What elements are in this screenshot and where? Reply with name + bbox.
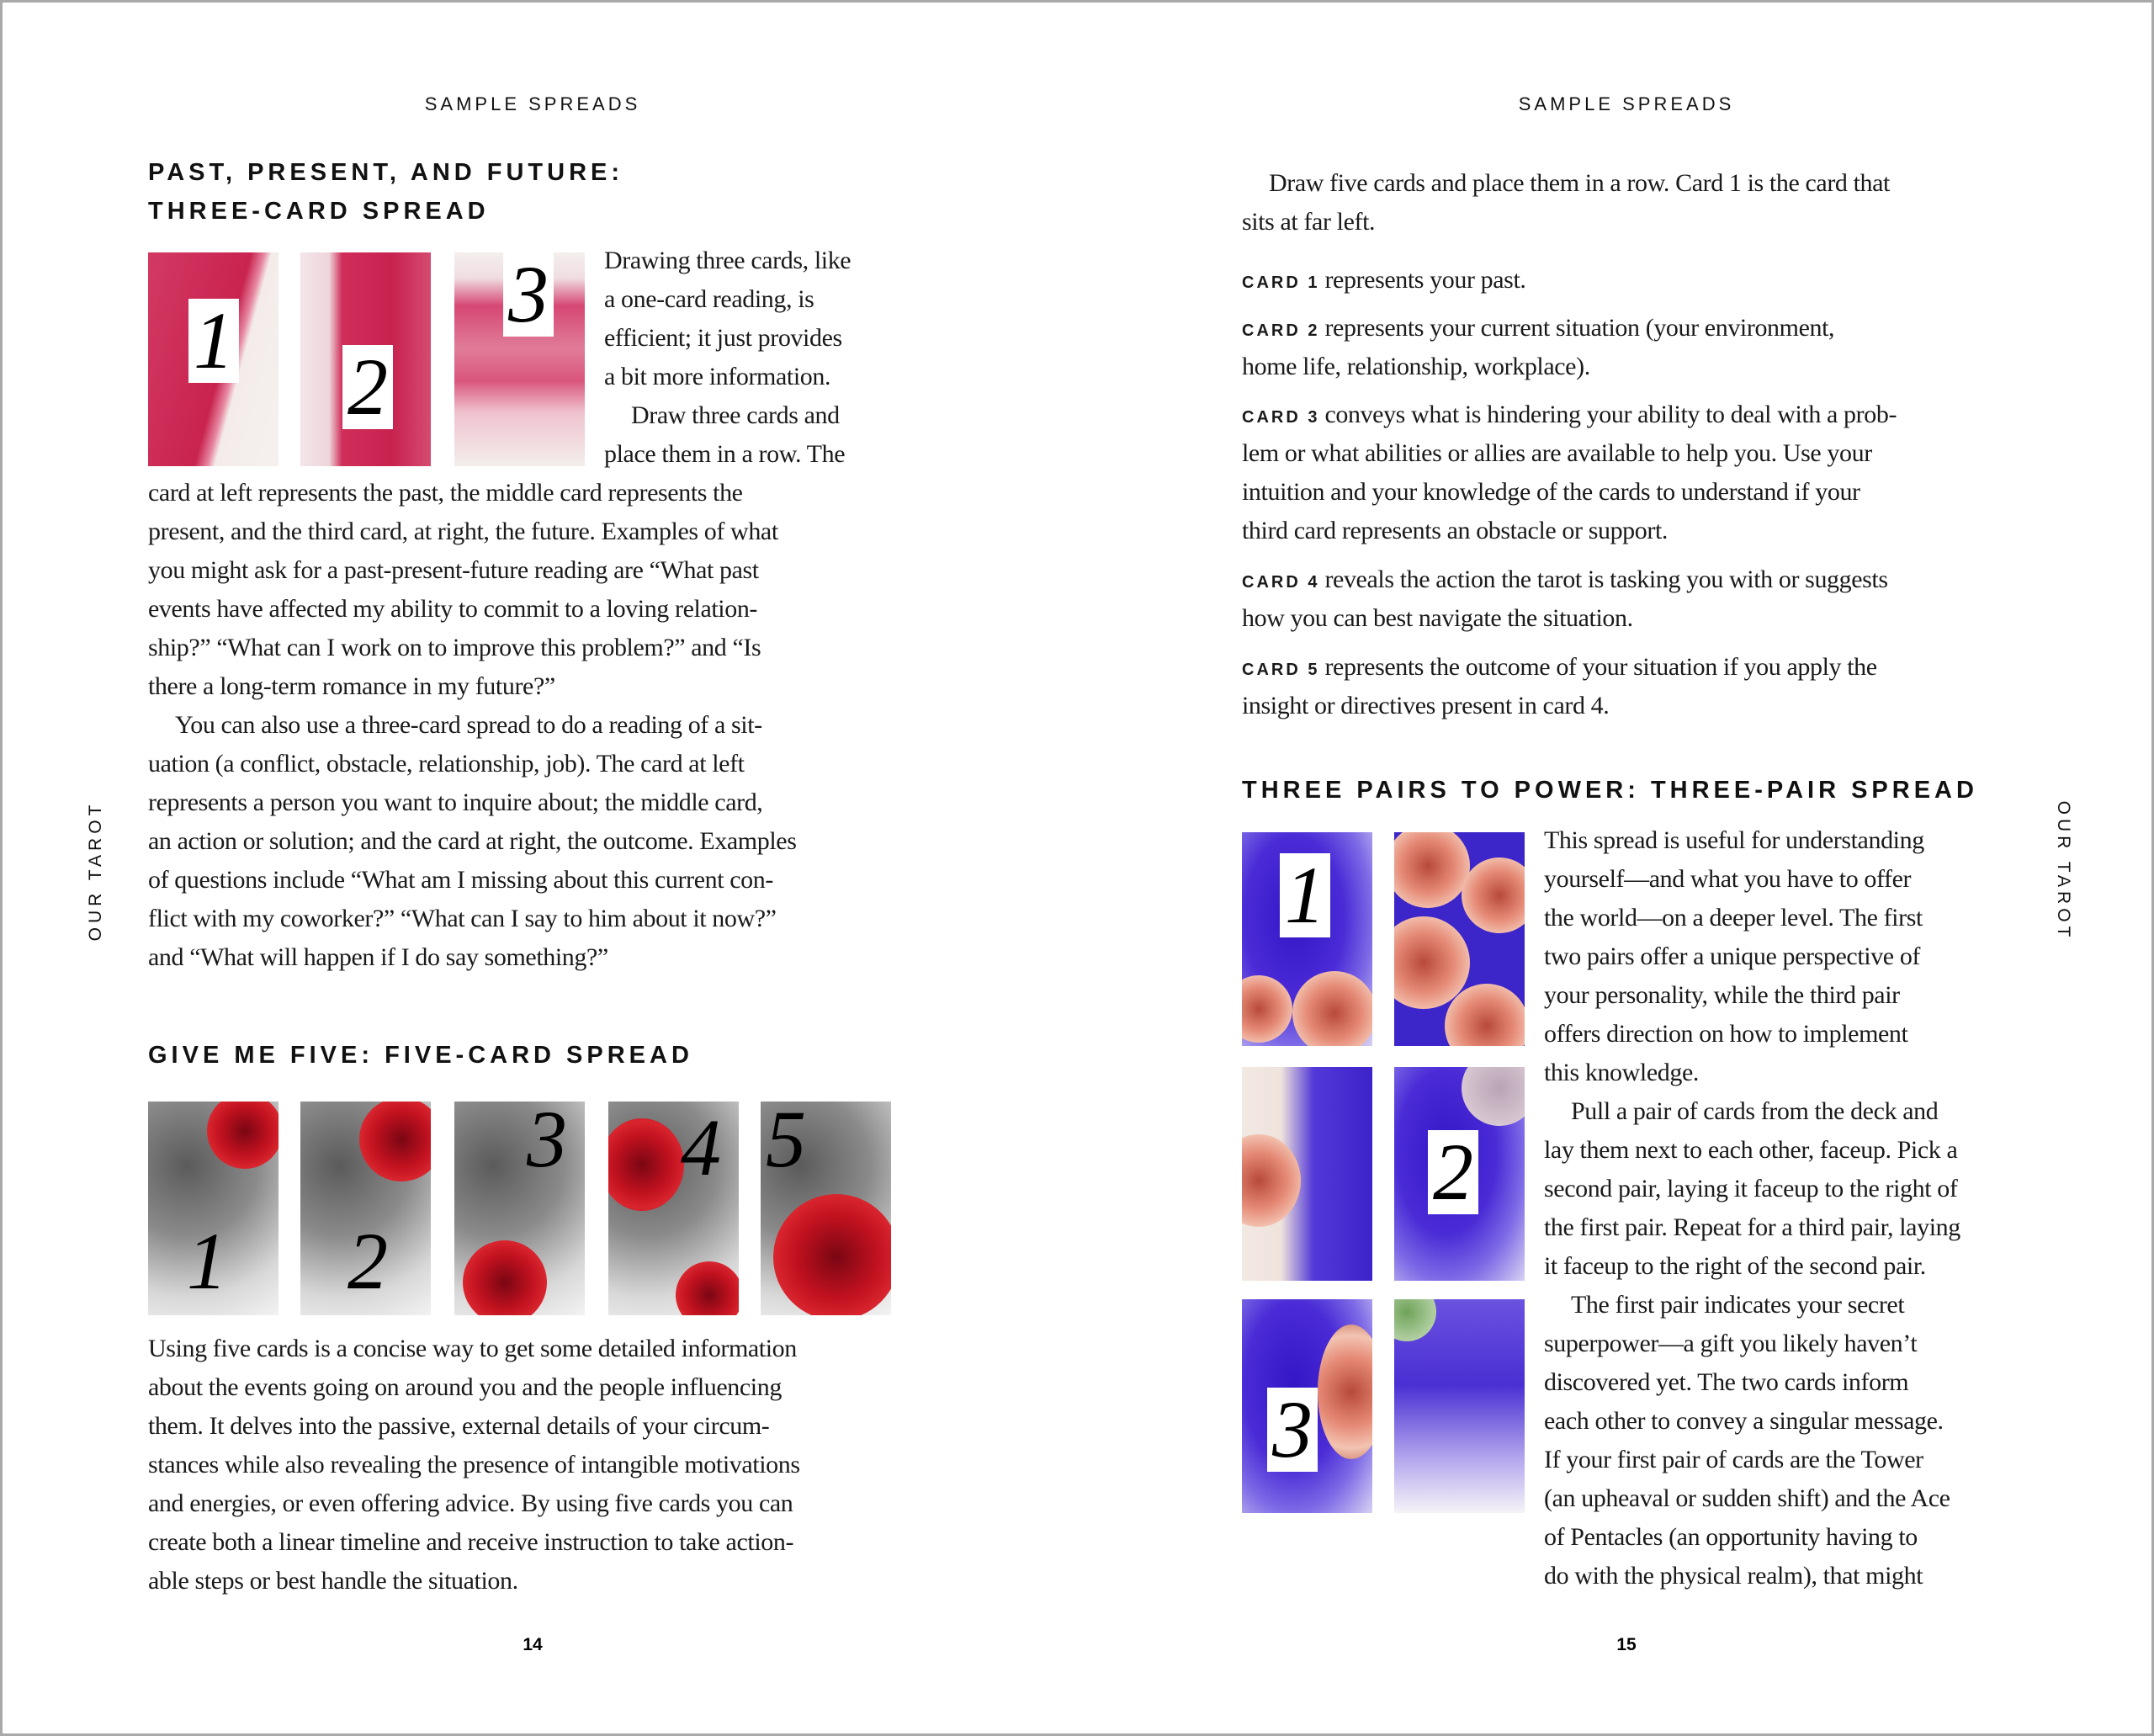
rose-graphic [676,1261,739,1315]
text-line: represents your past. [1324,266,1526,294]
text-line: The first pair indicates your secret [1571,1291,1905,1319]
text-line: two pairs offer a unique perspective of [1544,942,1921,970]
text-line: conveys what is hindering your ability to deal with a prob- [1324,401,1897,428]
text-line: place them in a row. The [604,440,846,468]
rose-graphic [1462,857,1525,933]
rose-graphic [359,1102,431,1181]
text-line: the world—on a deeper level. The first [1544,904,1923,932]
card-label: CARD 2 [1242,321,1320,340]
side-label-right: OUR TAROT [2054,800,2073,942]
tarot-card-image [1242,832,1372,1046]
text-line: second pair, laying it faceup to the right of [1544,1175,1958,1202]
tarot-card-image [1394,832,1525,1046]
text-line: superpower—a gift you likely haven’t [1544,1330,1918,1357]
rose-graphic [207,1102,279,1169]
card-item-1 [1242,261,1525,300]
card-number: 2 [348,1216,388,1306]
tarot-card-image [300,1102,431,1315]
card-number: 3 [503,252,554,337]
body-text-three-pair [1544,821,1960,1595]
card-item-2 [1242,309,1834,386]
text-line: uation (a conflict, obstacle, relationship, job). The card at left [148,750,745,778]
section-heading-five-card: GIVE ME FIVE: FIVE-CARD SPREAD [148,1042,693,1069]
text-line: sits at far left. [1242,208,1376,236]
text-line: Drawing three cards, like [604,247,852,274]
body-text-five-card [148,1330,800,1601]
rose-graphic [1394,832,1470,908]
text-line: home life, relationship, workplace). [1242,353,1590,380]
text-line: Draw three cards and [631,401,840,429]
card-number: 1 [188,299,239,383]
text-line: represents the outcome of your situation if you apply the [1324,653,1877,681]
text-line: offers direction on how to implement [1544,1020,1908,1048]
text-line: (an upheaval or sudden shift) and the Ace [1544,1484,1950,1512]
card-number: 4 [681,1102,721,1192]
card-number: 1 [1280,853,1330,937]
card-label: CARD 1 [1242,273,1320,292]
rose-graphic [1292,971,1372,1046]
page-number-left: 14 [523,1635,543,1654]
rose-graphic [1242,975,1292,1043]
section-heading-three-card [148,153,623,231]
text-line: If your first pair of cards are the Tower [1544,1446,1923,1473]
text-line: flict with my coworker?” “What can I say to him about it now?” [148,905,777,932]
text-line: a one-card reading, is [604,285,814,313]
text-line: Draw five cards and place them in a row. Card 1 is the card that [1269,169,1890,197]
tarot-card-image [1394,1299,1525,1513]
text-line: reveals the action the tarot is tasking you with or suggests [1324,565,1888,593]
text-line: your personality, while the third pair [1544,981,1900,1009]
running-head-right: SAMPLE SPREADS [1518,93,1735,114]
text-line: able steps or best handle the situation. [148,1567,518,1595]
text-line: each other to convey a singular message. [1544,1407,1944,1435]
card-number: 1 [187,1216,227,1306]
card-item-4 [1242,560,1888,638]
card-number: 5 [766,1102,806,1184]
text-line: events have affected my ability to commit to a loving relation- [148,595,758,623]
text-line: and “What will happen if I do say something?” [148,943,608,971]
rose-graphic [1318,1325,1372,1459]
body-text-beside-cards [604,242,851,474]
rose-graphic [773,1194,891,1315]
text-line: lem or what abilities or allies are available to help you. Use your [1242,439,1872,467]
text-line: insight or directives present in card 4. [1242,692,1610,719]
section-heading-three-pair: THREE PAIRS TO POWER: THREE-PAIR SPREAD [1242,777,1978,804]
text-line: You can also use a three-card spread to do a reading of a sit- [175,711,762,739]
text-line: an action or solution; and the card at right, the outcome. Examples [148,827,797,855]
card-label: CARD 5 [1242,661,1320,679]
text-line: present, and the third card, at right, the future. Examples of what [148,518,778,545]
text-line: intuition and your knowledge of the cards to understand if your [1242,478,1860,506]
rose-graphic [463,1240,547,1315]
text-line: of questions include “What am I missing about this current con- [148,866,773,894]
rose-graphic [1462,1067,1525,1126]
text-line: about the events going on around you and the people influencing [148,1373,782,1401]
tarot-card-image [300,252,431,466]
text-line: represents a person you want to inquire about; the middle card, [148,788,763,816]
tarot-card-image [1394,1067,1525,1281]
body-text-three-card [148,474,796,977]
card-label: CARD 4 [1242,573,1320,592]
tarot-card-image [454,252,585,466]
text-line: represents your current situation (your environment, [1324,314,1835,342]
text-line: third card represents an obstacle or support. [1242,517,1668,544]
tarot-card-image [608,1102,739,1315]
text-line: This spread is useful for understanding [1544,826,1924,854]
text-line: it faceup to the right of the second pair. [1544,1252,1926,1280]
heading-line: PAST, PRESENT, AND FUTURE: [148,159,624,186]
text-line: ship?” “What can I work on to improve this problem?” and “Is [148,634,761,661]
text-line: a bit more information. [604,363,831,390]
rose-graphic [1242,1134,1301,1227]
text-line: card at left represents the past, the middle card represents the [148,479,743,507]
card-number: 3 [1267,1388,1318,1472]
card-label: CARD 3 [1242,408,1320,427]
text-line: stances while also revealing the presence of intangible motivations [148,1451,800,1479]
tarot-card-image [1242,1067,1372,1281]
tarot-card-image [1242,1299,1372,1513]
card-item-5 [1242,648,1877,725]
card-number: 2 [342,345,393,429]
text-line: do with the physical realm), that might [1544,1562,1923,1590]
side-label-left: OUR TAROT [86,800,105,942]
leaf-graphic [1394,1299,1436,1341]
heading-line: THREE-CARD SPREAD [148,198,490,225]
text-line: there a long-term romance in my future?” [148,672,555,700]
text-line: efficient; it just provides [604,324,842,352]
text-line: them. It delves into the passive, external details of your circum- [148,1412,770,1440]
running-head-left: SAMPLE SPREADS [424,93,641,114]
intro-text [1242,164,1890,242]
card-number: 3 [527,1102,567,1184]
text-line: the first pair. Repeat for a third pair, laying [1544,1213,1960,1241]
tarot-card-image [148,252,279,466]
text-line: create both a linear timeline and receive instruction to take action- [148,1528,794,1556]
text-line: you might ask for a past-present-future reading are “What past [148,556,759,584]
card-item-3 [1242,396,1897,550]
text-line: of Pentacles (an opportunity having to [1544,1523,1918,1551]
page-number-right: 15 [1616,1635,1637,1654]
text-line: lay them next to each other, faceup. Pick a [1544,1136,1958,1164]
tarot-card-image [761,1102,891,1315]
card-number: 2 [1428,1130,1478,1214]
tarot-card-image [148,1102,279,1315]
text-line: Pull a pair of cards from the deck and [1571,1097,1939,1125]
rose-graphic [608,1118,684,1211]
text-line: this knowledge. [1544,1059,1699,1086]
text-line: Using five cards is a concise way to get some detailed information [148,1335,797,1362]
text-line: and energies, or even offering advice. By using five cards you can [148,1489,793,1517]
text-line: yourself—and what you have to offer [1544,865,1912,893]
tarot-card-image [454,1102,585,1315]
text-line: how you can best navigate the situation. [1242,604,1633,632]
text-line: discovered yet. The two cards inform [1544,1368,1909,1396]
